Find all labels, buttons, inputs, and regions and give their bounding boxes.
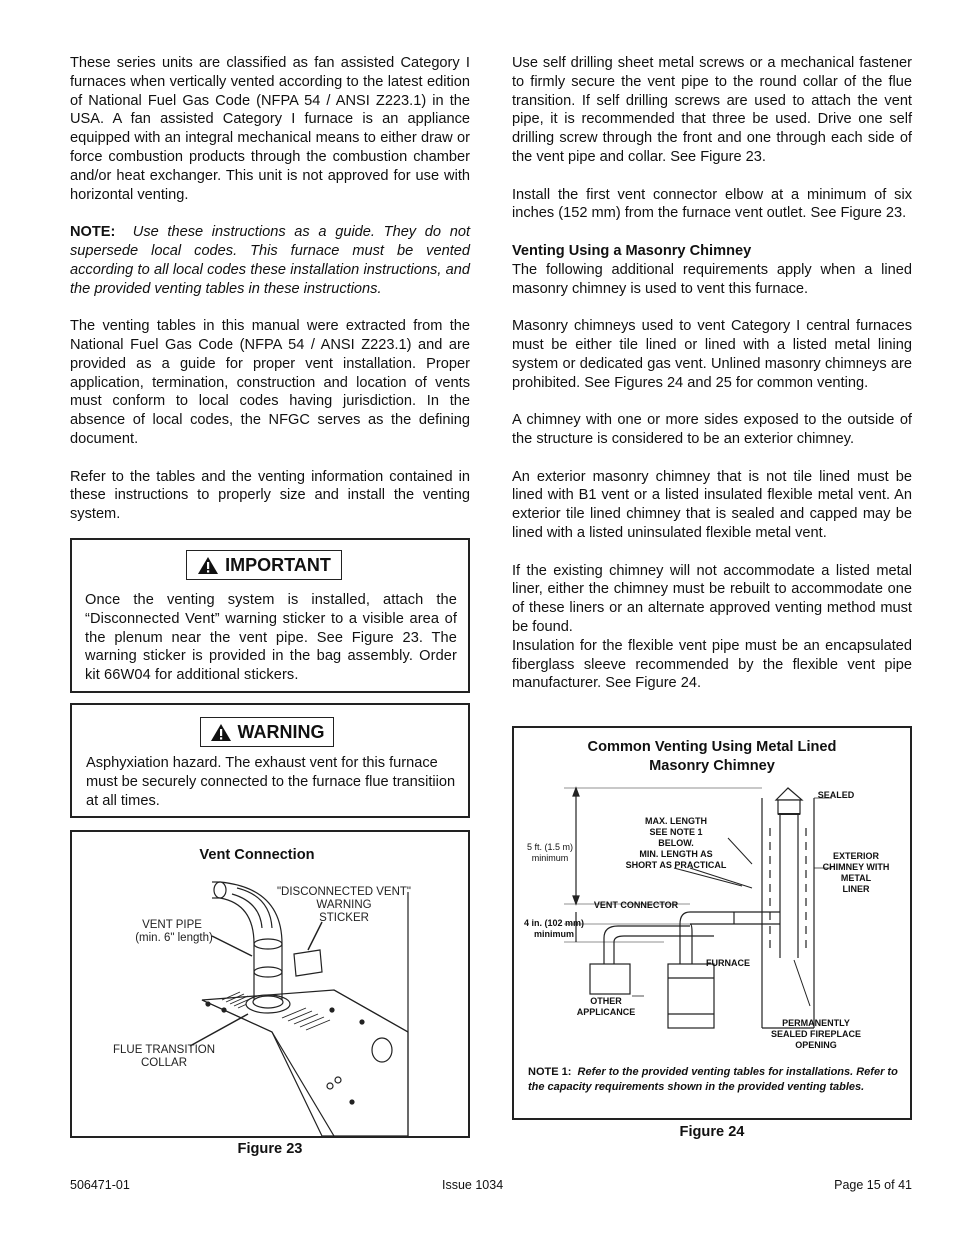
important-banner	[186, 550, 342, 580]
venting-tables-paragraph: The venting tables in this manual were extracted from the National Fuel Gas Code (NFPA 54 / ANSI Z223.1) and are provided as a guide for proper vent installation. Proper application, termination, construction and location of vents must conform to local codes having jurisdiction. In the absence of local codes, the NFGC serves as the defining document.	[70, 318, 470, 447]
intro-paragraph: These series units are classified as fan assisted Category I furnaces when vertically vented according to the latest edition of National Fuel Gas Code (NFPA 54 / ANSI Z223.1) in the USA. A fan assisted Category I furnace is an appliance equipped with an integral mechanical means to either draw or force combustion products through the combustion chamber and/or heat exchanger. This unit is not approved for use with horizontal venting.	[70, 55, 470, 203]
max-length-label-3: BELOW.	[658, 838, 694, 848]
furnace-label: FURNACE	[706, 958, 750, 968]
right-column	[512, 54, 912, 693]
figure-24-title-line-1: Common Venting Using Metal Lined	[587, 739, 837, 755]
sticker-label-3: STICKER	[319, 912, 369, 924]
figure-24-title-line-2: Masonry Chimney	[649, 758, 775, 774]
warning-box	[70, 703, 470, 818]
exterior-chimney-label-4: LINER	[842, 884, 870, 894]
note-label: NOTE:	[70, 224, 116, 241]
masonry-chimney-illustration	[514, 728, 910, 1118]
permanently-sealed-label-1: PERMANENTLY	[782, 1018, 850, 1028]
figure-24-note-label: NOTE 1:	[528, 1066, 572, 1078]
left-column	[70, 54, 470, 524]
chimney-cap	[776, 788, 802, 800]
exterior-chimney-paragraph: A chimney with one or more sides exposed to the outside of the structure is considered to be an exterior chimney.	[512, 412, 912, 447]
flue-collar-label-2: COLLAR	[140, 1057, 188, 1069]
figure-24-note-text: Refer to the provided venting tables for installations. Refer to the capacity requirements shown in the provided venting tables.	[528, 1066, 898, 1094]
other-appliance-label-2: APPLICANCE	[576, 1007, 636, 1017]
four-in-label-2: minimum	[533, 929, 575, 939]
vent-pipe-label-1: VENT PIPE	[142, 919, 202, 931]
sealed-label: SEALED	[817, 790, 855, 800]
tile-lined-paragraph: An exterior masonry chimney that is not tile lined must be lined with B1 vent or a listed insulated flexible metal vent. An exterior tile lined chimney that is sealed and capped may be lined with a listed uninsulated flexible metal vent.	[512, 468, 912, 541]
permanently-sealed-label-3: OPENING	[795, 1040, 837, 1050]
max-length-label-4: MIN. LENGTH AS	[639, 849, 713, 859]
vent-pipe-label-2: (min. 6" length)	[135, 932, 213, 944]
figure-24-box	[512, 726, 912, 1120]
warning-sticker-shape	[294, 950, 322, 976]
five-ft-label-1: 5 ft. (1.5 m)	[526, 842, 574, 852]
important-box	[70, 538, 470, 693]
max-length-label-2: SEE NOTE 1	[649, 827, 703, 837]
permanently-sealed-label-2: SEALED FIREPLACE	[770, 1029, 862, 1039]
warning-banner	[200, 717, 334, 747]
flue-collar-label-1: FLUE TRANSITION	[112, 1044, 216, 1056]
footer-page-number: Page 15 of 41	[834, 1178, 912, 1192]
max-length-label-1: MAX. LENGTH	[645, 816, 707, 826]
masonry-subheading: Venting Using a Masonry Chimney	[512, 242, 752, 259]
exterior-chimney-label-1: EXTERIOR	[832, 851, 880, 861]
five-ft-label-2: minimum	[531, 853, 569, 863]
warning-text: Asphyxiation hazard. The exhaust vent for this furnace must be securely connected to the furnace flue transitiion at all times.	[86, 755, 456, 809]
warning-triangle-icon	[210, 723, 232, 742]
sticker-label-1: "DISCONNECTED VENT"	[276, 886, 412, 898]
warning-title: WARNING	[237, 721, 325, 742]
vent-connection-illustration	[72, 832, 468, 1136]
sticker-label-2: WARNING	[316, 899, 372, 911]
figure-24-caption: Figure 24	[679, 1124, 745, 1140]
note-paragraph	[70, 223, 470, 298]
masonry-requirements-paragraph: The following additional requirements apply when a lined masonry chimney is used to vent this furnace.	[512, 261, 912, 297]
four-in-label-1: 4 in. (102 mm)	[523, 918, 585, 928]
warning-triangle-icon	[197, 556, 219, 575]
important-text: Once the venting system is installed, attach the “Disconnected Vent” warning sticker to a visible area of the plenum near the vent pipe. See Figure 23. The warning sticker is provided in the bag assembly. Order kit 66W04 for additional stickers.	[85, 592, 457, 684]
figure-23-title: Vent Connection	[199, 847, 315, 863]
footer-doc-number: 506471-01	[70, 1178, 130, 1192]
figure-23-caption: Figure 23	[237, 1141, 303, 1157]
screws-paragraph: Use self drilling sheet metal screws or a mechanical fastener to firmly secure the vent pipe to the round collar of the flue transition. If self drilling screws are used to attach the vent pipe, it is recommended that three be used. Drive one self drilling screw through the front and one through each side of the vent pipe and collar. See Figure 23.	[512, 55, 912, 165]
vent-connector-label: VENT CONNECTOR	[593, 900, 679, 910]
important-title: IMPORTANT	[225, 554, 331, 575]
max-length-label-5: SHORT AS PRACTICAL	[625, 860, 727, 870]
rebuild-paragraph: If the existing chimney will not accommodate a listed metal liner, either the chimney must be rebuilt to accommodate one of these liners or an alternate approved venting method must be found.	[512, 562, 912, 635]
furnace-cabinet	[202, 990, 408, 1136]
elbow-paragraph: Install the first vent connector elbow at a minimum of six inches (152 mm) from the furnace vent outlet. See Figure 23.	[512, 186, 912, 222]
footer-issue: Issue 1034	[442, 1178, 504, 1192]
figure-23-box	[70, 830, 470, 1138]
other-appliance-label-1: OTHER	[590, 996, 622, 1006]
masonry-lining-paragraph: Masonry chimneys used to vent Category I central furnaces must be either tile lined or lined with a listed metal lining system or dedicated gas vent. Unlined masonry chimneys are prohibited. See Figures 24 and 25 for common venting.	[512, 318, 912, 391]
insulation-paragraph: Insulation for the flexible vent pipe must be an encapsulated fiberglass sleeve recommended by the flexible vent pipe manufacturer. See Figure 24.	[512, 637, 912, 692]
note-text: Use these instructions as a guide. They do not supersede local codes. This furnace must be vented according to all local codes these installation instructions, and the provided venting tables in these instructions.	[70, 224, 470, 297]
exterior-chimney-label-2: CHIMNEY WITH	[822, 862, 890, 872]
figure-24-note	[528, 1065, 902, 1095]
exterior-chimney-label-3: METAL	[840, 873, 872, 883]
refer-tables-paragraph: Refer to the tables and the venting information contained in these instructions to properly size and install the venting system.	[70, 468, 470, 523]
